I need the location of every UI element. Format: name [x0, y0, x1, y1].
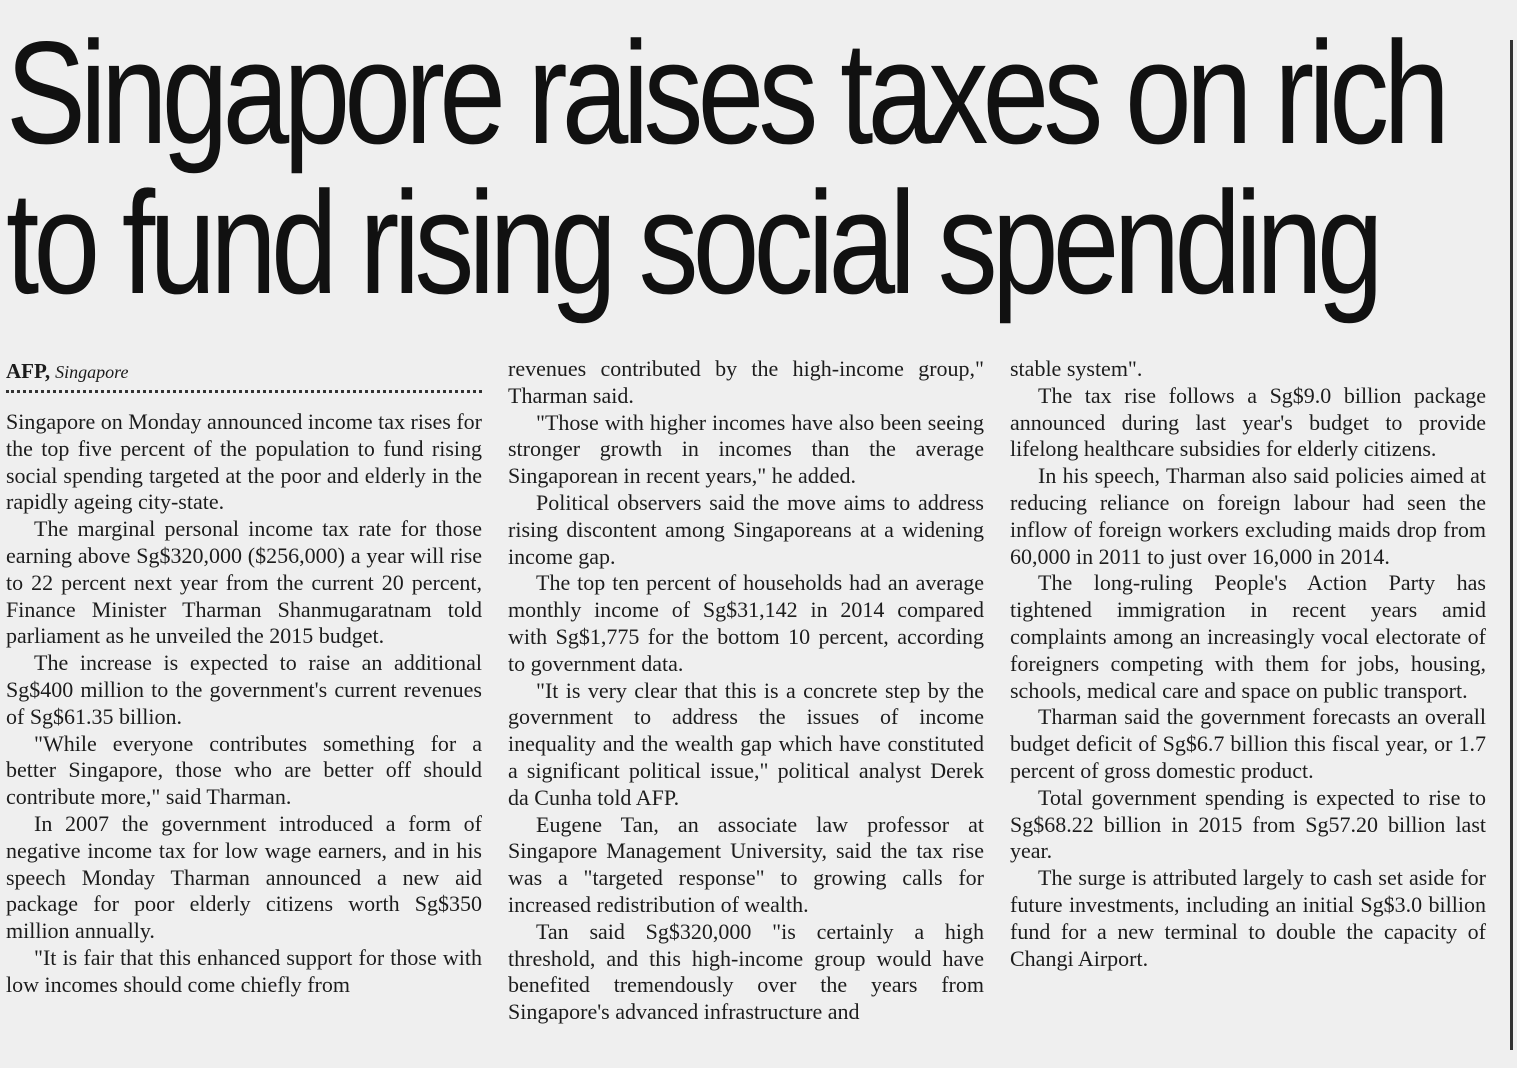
headline-line-1: Singapore raises taxes on rich — [6, 11, 1445, 174]
paragraph: Singapore on Monday announced income tax rises for the top five percent of the population to fund rising social spending targeted at the poor and elderly in the rapidly ageing city-state. — [6, 409, 482, 515]
paragraph: "While everyone contributes something for a better Singapore, those who are better off should contribute more," said Tharman. — [6, 730, 482, 810]
paragraph: The surge is attributed largely to cash set aside for future investments, including an initial Sg$3.0 billion fund for a new terminal to double the capacity of Changi Airport. — [1010, 865, 1486, 971]
dateline-agency: AFP, — [6, 359, 51, 383]
paragraph: "It is fair that this enhanced support for those with low incomes should come chiefly from — [6, 944, 482, 997]
paragraph: Eugene Tan, an associate law professor at Singapore Management University, said the tax rise was a "targeted response" to growing calls for increased redistribution of wealth. — [508, 811, 984, 917]
column-rule — [1510, 40, 1513, 1050]
dateline-place: Singapore — [55, 362, 129, 382]
paragraph: The increase is expected to raise an additional Sg$400 million to the government's current revenues of Sg$61.35 billion. — [6, 650, 482, 729]
paragraph: In 2007 the government introduced a form of negative income tax for low wage earners, and in his speech Monday Tharman announced a new aid package for poor elderly citizens worth Sg$350 million annually. — [6, 810, 482, 944]
paragraph: Tan said Sg$320,000 "is certainly a high threshold, and this high-income group would have benefited tremendously over the years from Singapore's advanced infrastructure and — [508, 918, 984, 1025]
paragraph: Total government spending is expected to rise to Sg$68.22 billion in 2015 from Sg57.20 billion last year. — [1010, 784, 1486, 864]
paragraph: "It is very clear that this is a concrete step by the government to address the issues of income inequality and the wealth gap which have constituted a significant political issue," political analyst Derek da Cunha told AFP. — [508, 677, 984, 810]
article-column-1 — [6, 356, 482, 999]
paragraph: revenues contributed by the high-income group," Tharman said. — [508, 356, 984, 408]
paragraph: The top ten percent of households had an average monthly income of Sg$31,142 in 2014 compared with Sg$1,775 for the bottom 10 percent, according to government data. — [508, 570, 984, 676]
paragraph: The long-ruling People's Action Party has tightened immigration in recent years amid complaints among an increasingly vocal electorate of foreigners competing with them for jobs, housing, schools, medical care and space on public transport. — [1010, 570, 1486, 703]
paragraph: Political observers said the move aims to address rising discontent among Singaporeans at a widening income gap. — [508, 489, 984, 569]
paragraph: The tax rise follows a Sg$9.0 billion package announced during last year's budget to provide lifelong healthcare subsidies for elderly citizens. — [1010, 382, 1486, 462]
article-column-3 — [1010, 356, 1486, 972]
paragraph: The marginal personal income tax rate for those earning above Sg$320,000 ($256,000) a year will rise to 22 percent next year from the current 20 percent, Finance Minister Tharman Shanmugaratnam told parliament as he unveiled the 2015 budget. — [6, 516, 482, 649]
paragraph: stable system". — [1010, 356, 1143, 381]
paragraph: In his speech, Tharman also said policies aimed at reducing reliance on foreign labour had seen the inflow of foreign workers excluding maids drop from 60,000 in 2011 to just over 16,000 in 2014. — [1010, 463, 1486, 569]
dotted-divider — [6, 390, 482, 403]
paragraph: Tharman said the government forecasts an overall budget deficit of Sg$6.7 billion this fiscal year, or 1.7 percent of gross domestic product. — [1010, 704, 1486, 783]
headline — [6, 11, 1445, 324]
paragraph: "Those with higher incomes have also been seeing stronger growth in incomes than the average Singaporean in recent years," he added. — [508, 409, 984, 489]
headline-line-2: to fund rising social spending — [6, 161, 1378, 324]
article-column-2 — [508, 356, 984, 1026]
dateline — [6, 356, 482, 386]
